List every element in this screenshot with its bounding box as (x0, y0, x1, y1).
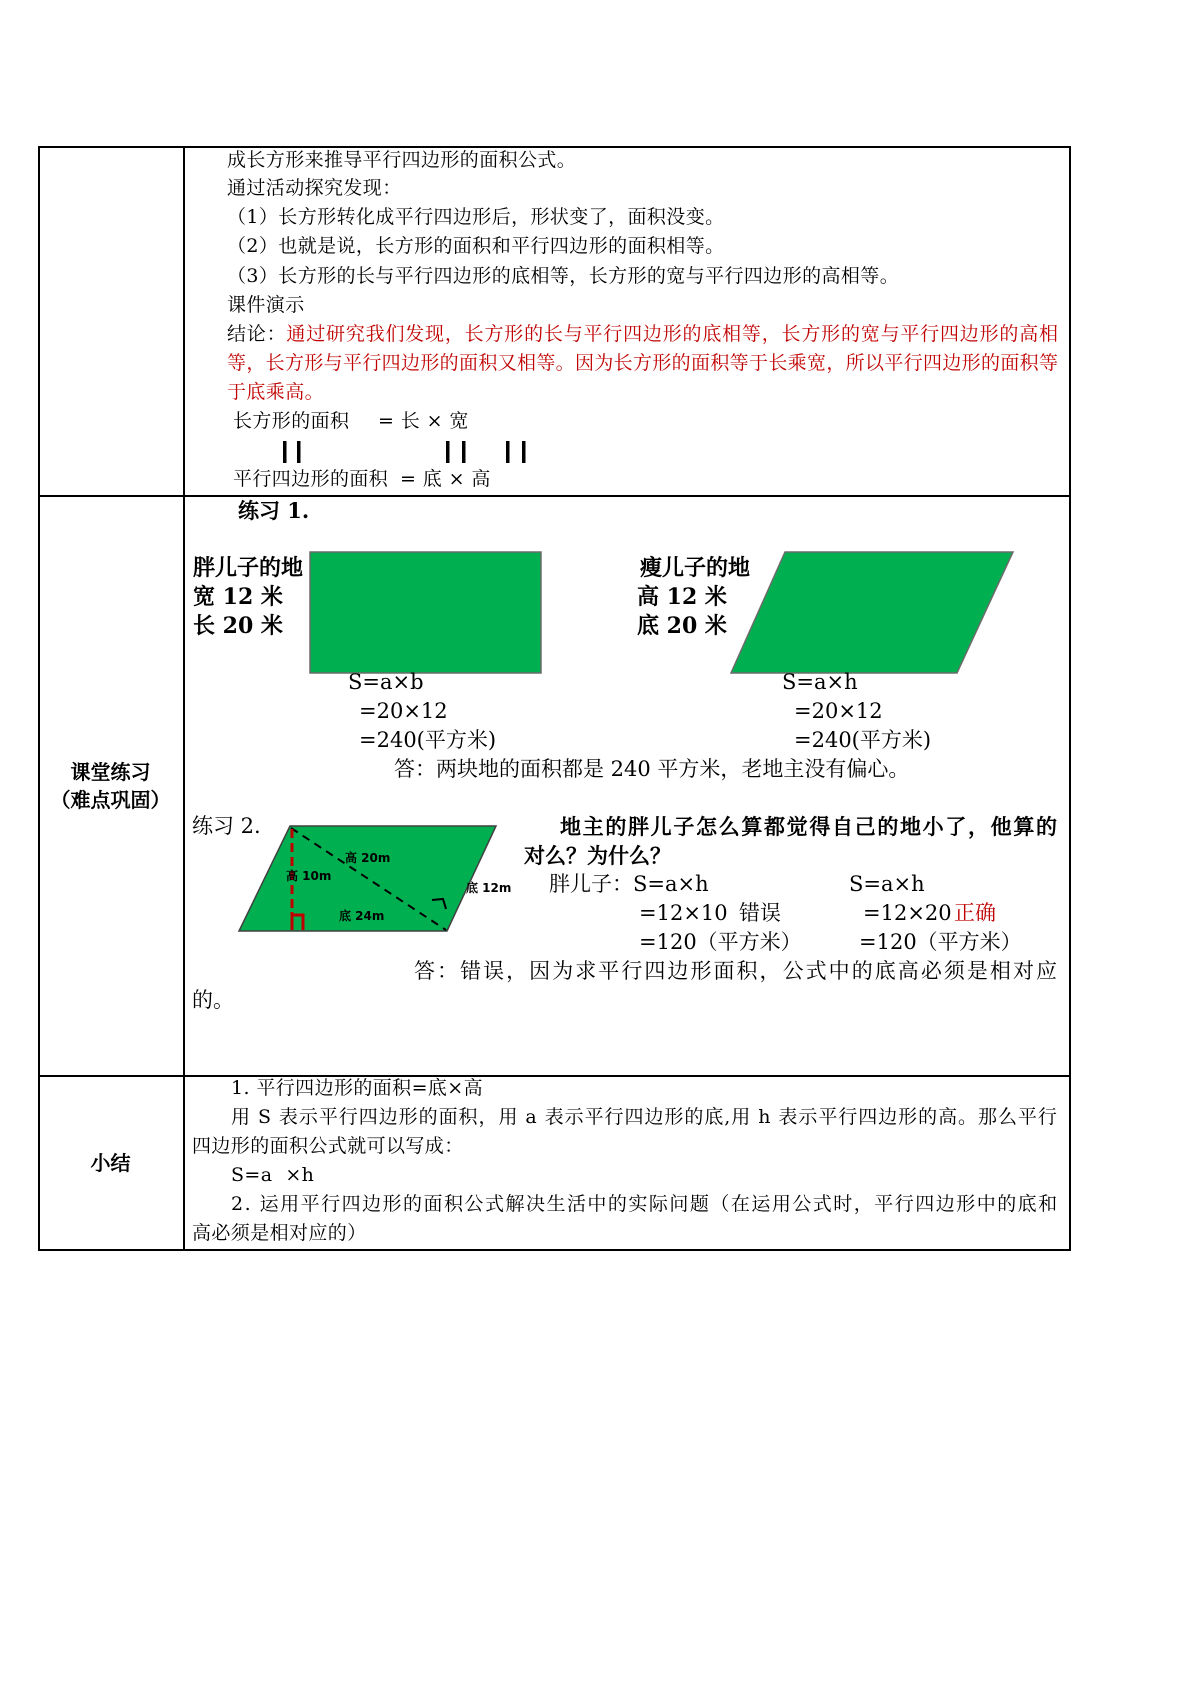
parallelogram-area-label: 平行四边形的面积 (233, 468, 389, 490)
derivation-line-1: 成长方形来推导平行四边形的面积公式。 (227, 149, 577, 171)
equal-mark-2a (446, 441, 450, 463)
conclusion-line-1 (227, 322, 1059, 347)
derivation-line-3: （1）长方形转化成平行四边形后，形状变了，面积没变。 (227, 206, 725, 228)
summary-formula: S=a ×h (231, 1164, 315, 1186)
exercise2-question-line-1: 地主的胖儿子怎么算都觉得自己的地小了，他算的 (560, 814, 1059, 839)
fat-son-step: =20×12 (359, 699, 448, 723)
equal-mark-2b (462, 441, 466, 463)
parallelogram-area-formula: = 底 × 高 (400, 468, 491, 490)
fat-son-result: =240(平方米) (359, 728, 497, 752)
summary-line-5: 2. 运用平行四边形的面积公式解决生活中的实际问题（在运用公式时，平行四边形中的底和 (231, 1193, 1059, 1215)
equal-mark-3a (506, 441, 510, 463)
base-length-label: 底 24m (339, 909, 385, 923)
right-step: =12×20 (863, 901, 952, 925)
derivation-line-5: （3）长方形的长与平行四边形的底相等，长方形的宽与平行四边形的高相等。 (227, 265, 900, 287)
summary-section-label: 小结 (90, 1151, 131, 1175)
thin-son-parallelogram (731, 552, 1013, 673)
equal-mark-1a (283, 441, 287, 463)
summary-line-6: 高必须是相对应的） (192, 1222, 367, 1244)
fat-son-land-title: 胖儿子的地 (193, 555, 304, 581)
thin-son-formula: S=a×h (782, 670, 858, 694)
right-result: =120（平方米） (859, 930, 1022, 954)
diagonal-length-label: 高 20m (345, 851, 391, 865)
conclusion-line-3: 于底乘高。 (227, 381, 325, 403)
summary-line-2: 用 S 表示平行四边形的面积，用 a 表示平行四边形的底,用 h 表示平行四边形的高。那么平行 (231, 1106, 1058, 1128)
exercise1-answer: 答：两块地的面积都是 240 平方米，老地主没有偏心。 (394, 757, 910, 781)
rectangle-area-formula: = 长 × 宽 (378, 410, 469, 432)
exercise2-answer-line-1: 答：错误，因为求平行四边形面积，公式中的底高必须是相对应 (414, 959, 1060, 983)
fat-son-width: 宽 12 米 (193, 584, 283, 610)
equal-mark-3b (522, 441, 526, 463)
exercise2-question-line-2: 对么？为什么？ (524, 843, 671, 868)
thin-son-result: =240(平方米) (794, 728, 932, 752)
thin-son-base: 底 20 米 (637, 613, 727, 639)
derivation-line-2: 通过活动探究发现： (227, 177, 402, 199)
conclusion-line-2: 等，长方形与平行四边形的面积又相等。因为长方形的面积等于长乘宽，所以平行四边形的面积等 (227, 352, 1059, 374)
fat-son-length: 长 20 米 (193, 613, 283, 639)
wrong-result: =120（平方米） (639, 930, 802, 954)
courseware-demo-label: 课件演示 (227, 294, 305, 316)
exercise2-title: 练习 2. (192, 814, 261, 838)
thin-son-step: =20×12 (794, 699, 883, 723)
fat-son-rectangle (310, 552, 541, 673)
conclusion-text-1: 通过研究我们发现，长方形的长与平行四边形的底相等，长方形的宽与平行四边形的高相 (286, 323, 1059, 345)
right-verdict: 正确 (954, 901, 996, 925)
conclusion-label: 结论： (227, 323, 287, 345)
wrong-verdict: 错误 (739, 901, 781, 925)
height-length-label: 高 10m (286, 869, 332, 883)
practice-section-sublabel: （难点巩固） (50, 788, 171, 812)
equal-mark-1b (297, 441, 301, 463)
practice-section-label: 课堂练习 (70, 760, 151, 784)
summary-line-1: 1. 平行四边形的面积=底×高 (231, 1077, 484, 1099)
right-formula: S=a×h (849, 872, 925, 896)
summary-line-3: 四边形的面积公式就可以写成： (192, 1135, 464, 1157)
fat-son-formula: S=a×b (348, 670, 424, 694)
rectangle-area-label: 长方形的面积 (233, 410, 350, 432)
derivation-line-4: （2）也就是说，长方形的面积和平行四边形的面积相等。 (227, 235, 725, 257)
wrong-formula: 胖儿子：S=a×h (549, 872, 709, 896)
exercise1-title: 练习 1. (238, 498, 310, 523)
thin-son-land-title: 瘦儿子的地 (640, 555, 751, 581)
exercise2-answer-line-2: 的。 (192, 988, 234, 1012)
side-length-label: 底 12m (466, 881, 512, 895)
wrong-step: =12×10 (639, 901, 728, 925)
thin-son-height: 高 12 米 (637, 584, 727, 610)
